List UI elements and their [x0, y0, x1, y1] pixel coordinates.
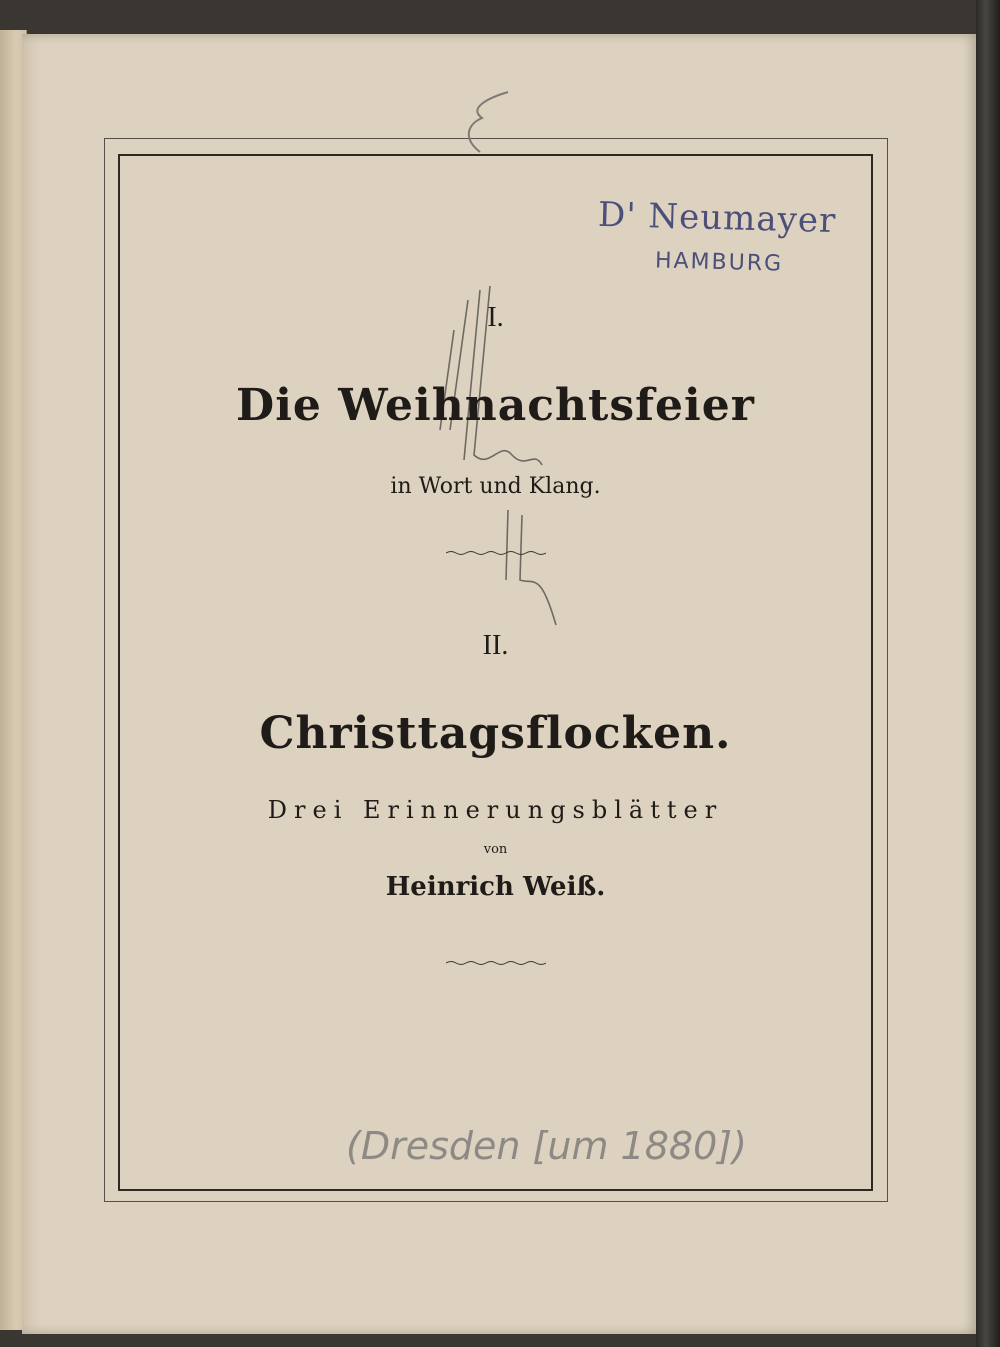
owner-stamp-city: HAMBURG — [654, 248, 784, 277]
pencil-mark-top — [458, 88, 518, 158]
right-cover-edge — [976, 0, 1000, 1347]
pencil-note-text: (Dresden [um 1880]) — [346, 1124, 747, 1168]
divider-ornament — [446, 960, 546, 966]
part-one-subtitle: in Wort und Klang. — [390, 474, 601, 499]
divider-ornament — [446, 550, 546, 556]
part-one-numeral: I. — [487, 302, 504, 333]
part-two-subtitle: Drei Erinnerungsblätter — [267, 796, 724, 824]
part-two-title: Christtagsflocken. — [259, 708, 732, 759]
owner-stamp-name: D' Neumayer — [597, 194, 837, 242]
author-name: Heinrich Weiß. — [385, 872, 606, 902]
part-two-numeral: II. — [482, 630, 509, 661]
pencil-note — [318, 1112, 758, 1192]
pencil-scribble — [430, 280, 570, 640]
author-preposition: von — [483, 842, 508, 857]
part-one-title: Die Weihnachtsfeier — [236, 380, 755, 431]
